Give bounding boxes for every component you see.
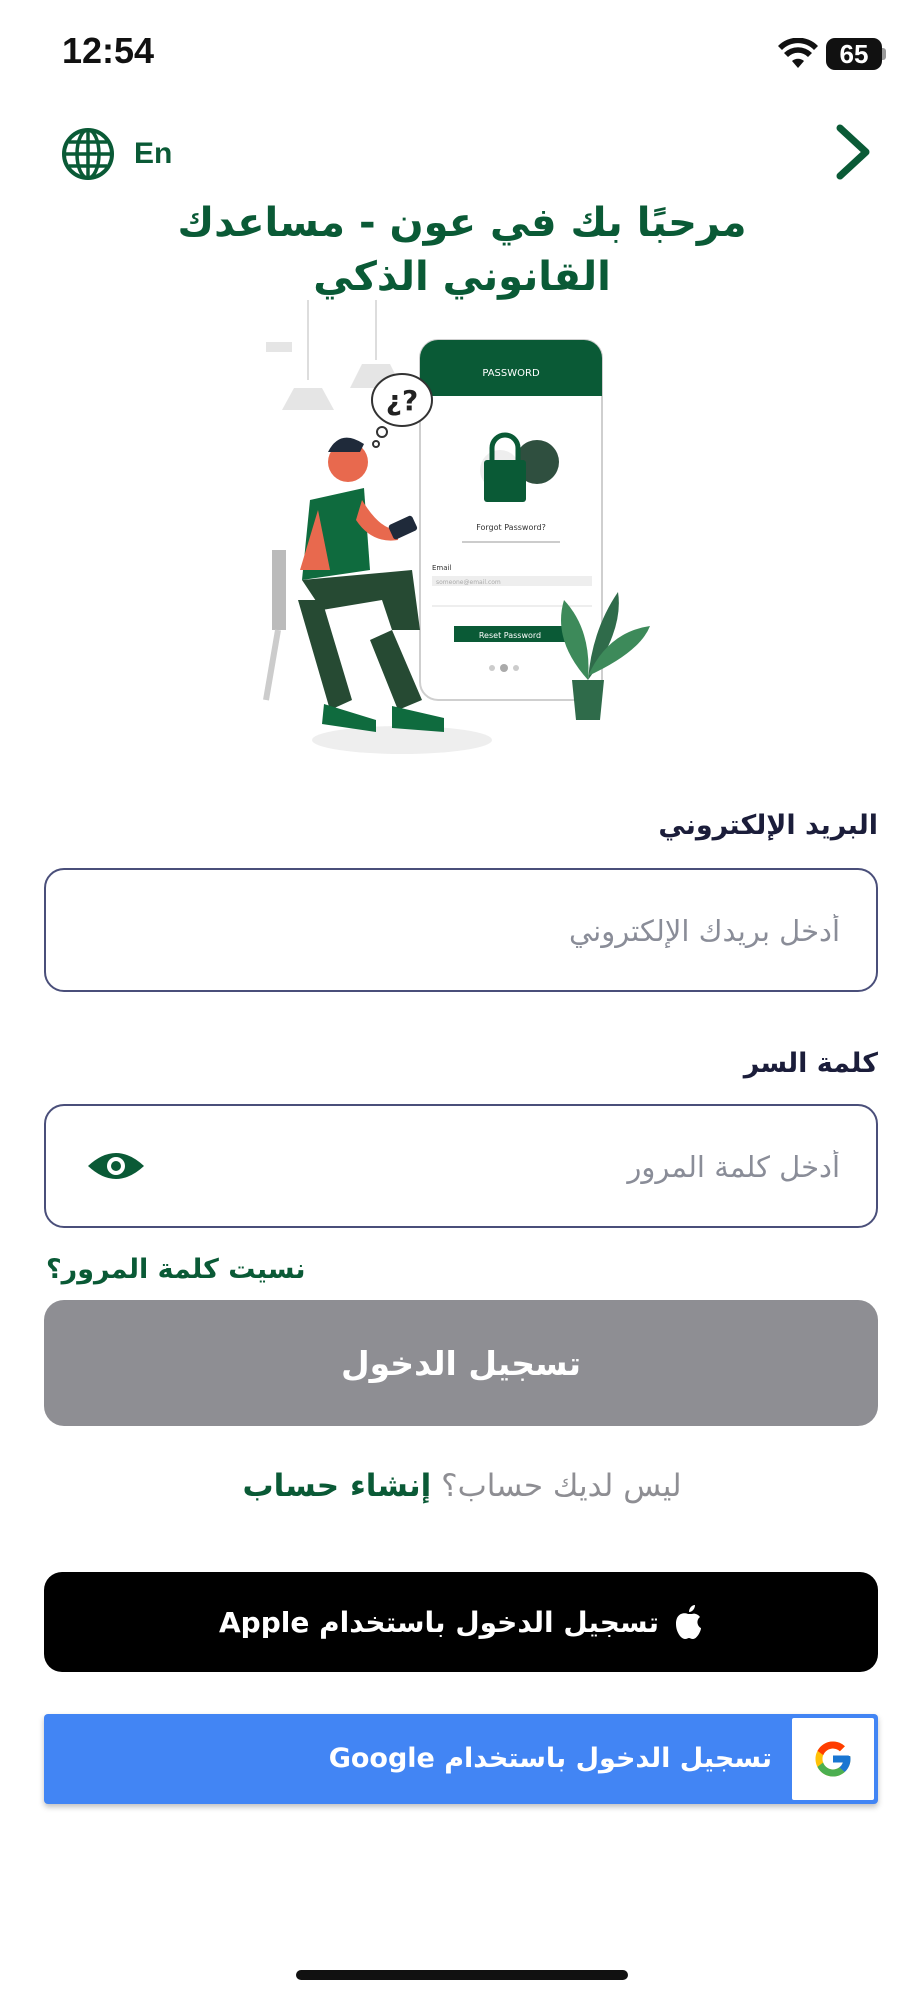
page-title: مرحبًا بك في عون - مساعدك القانوني الذكي [177,200,747,300]
login-button[interactable]: تسجيل الدخول [44,1300,878,1426]
apple-signin-button[interactable] [44,1572,878,1672]
wifi-icon [778,38,818,70]
chevron-right-icon[interactable] [828,120,878,184]
email-input[interactable] [78,870,842,992]
battery-tip [882,48,886,60]
google-icon [812,1738,854,1780]
create-account-link[interactable]: إنشاء حساب [242,1468,432,1504]
apple-signin-label: تسجيل الدخول باستخدام Apple [219,1605,659,1639]
illustration-email-sample: someone@email.com [436,579,501,586]
google-signin-label: تسجيل الدخول باستخدام Google [328,1743,772,1774]
language-label: En [134,137,173,170]
illustration-reset-button: Reset Password [478,631,542,640]
signup-prompt [0,1468,924,1504]
illustration-forgot-text: Forgot Password? [476,523,546,532]
email-field-container [44,868,878,992]
forgot-password-link[interactable]: نسيت كلمة المرور؟ [46,1254,306,1285]
signup-question: ليس لديك حساب؟ [441,1468,682,1504]
language-toggle-button[interactable] [60,124,172,184]
google-signin-button[interactable] [44,1714,878,1804]
password-label: كلمة السر [743,1048,878,1079]
password-field-container [44,1104,878,1228]
google-icon-container [792,1718,874,1800]
eye-icon[interactable] [86,1146,146,1186]
status-time: 12:54 [62,30,155,71]
home-indicator [296,1970,628,1980]
illustration-email-label: Email [432,564,452,572]
globe-icon [60,126,116,182]
password-input[interactable] [198,1106,842,1228]
illustration-question-mark: ¿? [385,384,419,417]
forgot-password-illustration [252,300,672,760]
battery-icon: 65 [826,38,882,70]
email-label: البريد الإلكتروني [658,810,878,841]
illustration-screen-title: PASSWORD [482,368,540,379]
apple-icon [673,1604,703,1640]
